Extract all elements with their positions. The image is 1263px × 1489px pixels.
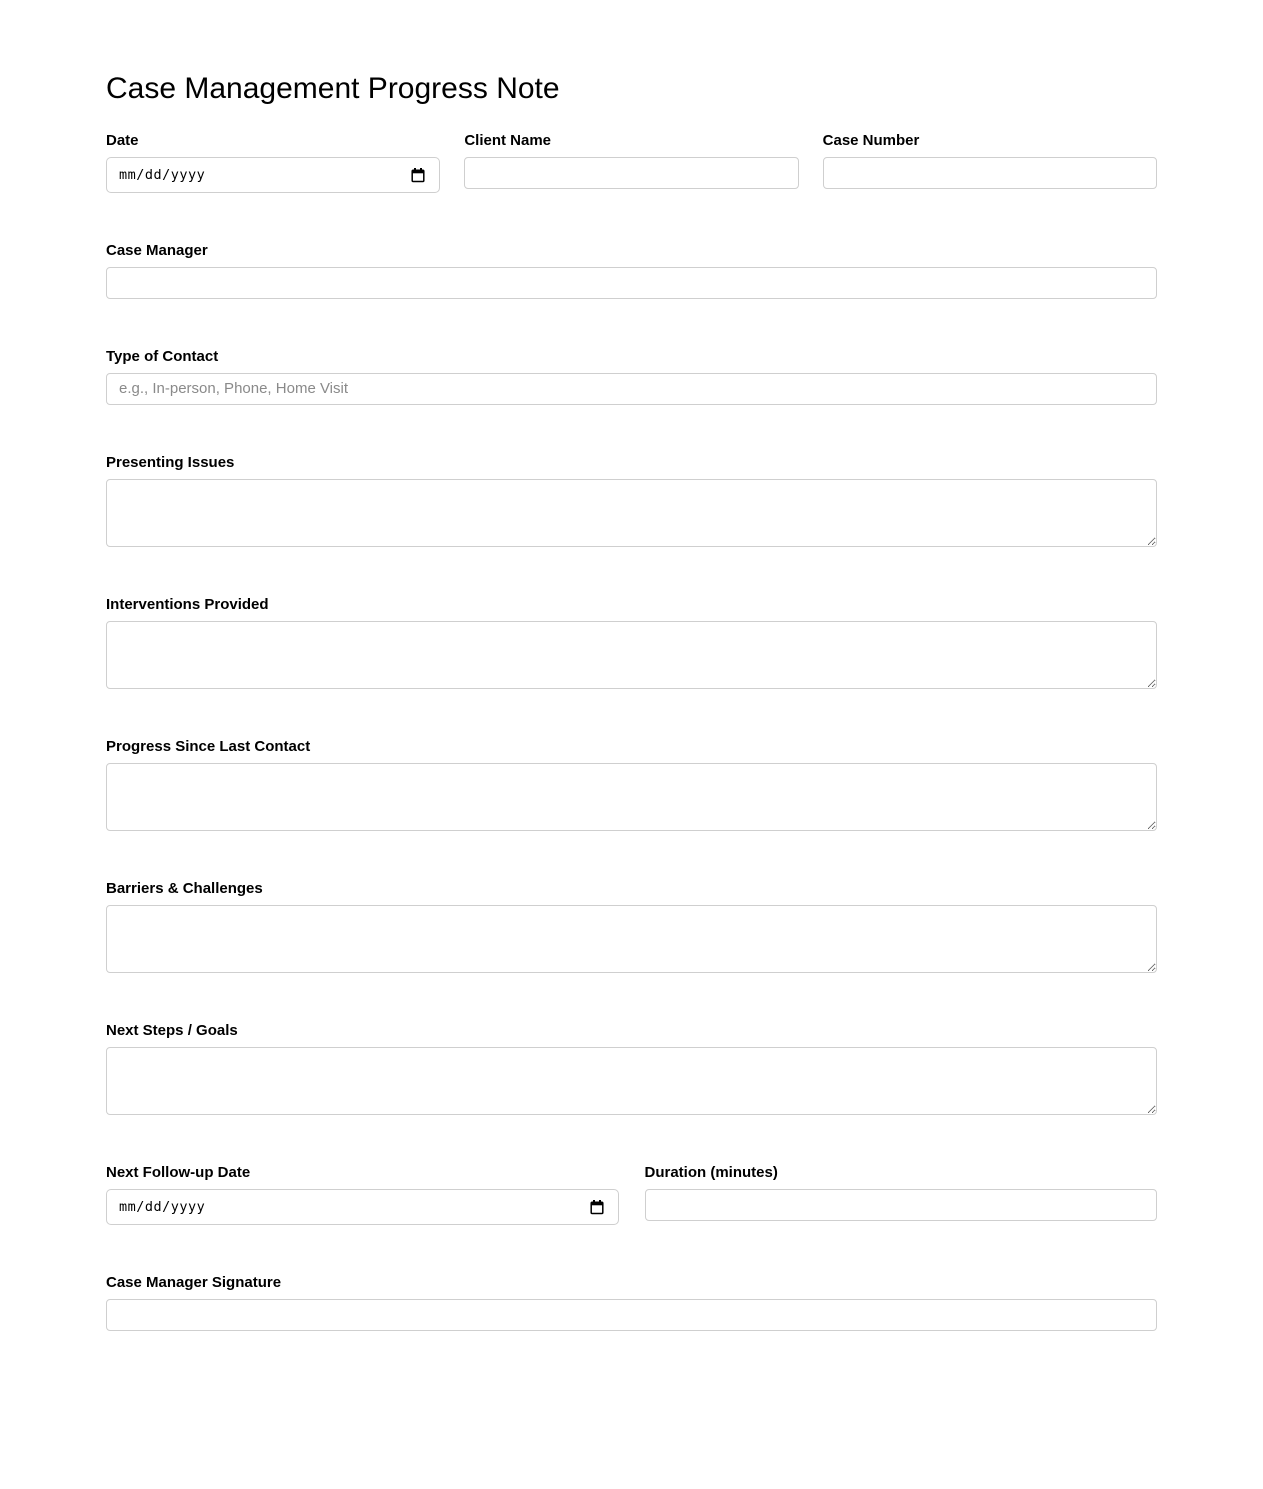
type-of-contact-label: Type of Contact [106, 347, 219, 365]
field-barriers-challenges [106, 879, 1157, 973]
field-next-steps-goals [106, 1021, 1157, 1115]
client-name-label: Client Name [464, 131, 552, 149]
next-steps-goals-label: Next Steps / Goals [106, 1021, 238, 1039]
interventions-provided-textarea[interactable] [106, 621, 1157, 689]
next-followup-date-placeholder: mm/dd/yyyy [119, 1198, 206, 1215]
field-presenting-issues [106, 453, 1157, 547]
case-number-label: Case Number [822, 131, 920, 149]
interventions-provided-label: Interventions Provided [106, 595, 269, 613]
date-label: Date [106, 131, 139, 149]
field-next-followup-date [106, 1163, 619, 1225]
field-case-manager [106, 241, 1157, 299]
field-progress-since-last-contact [106, 737, 1157, 831]
barriers-challenges-label: Barriers & Challenges [106, 879, 263, 897]
type-of-contact-input[interactable] [106, 373, 1157, 405]
row-date-client-case [106, 131, 1157, 193]
case-manager-input[interactable] [106, 267, 1157, 299]
next-steps-goals-textarea[interactable] [106, 1047, 1157, 1115]
case-manager-label: Case Manager [106, 241, 208, 259]
duration-minutes-input[interactable] [645, 1189, 1158, 1221]
next-followup-date-input[interactable] [106, 1189, 619, 1225]
row-followup-duration [106, 1163, 1157, 1225]
progress-since-last-contact-label: Progress Since Last Contact [106, 737, 311, 755]
client-name-input[interactable] [464, 157, 798, 189]
field-client-name [464, 131, 798, 193]
case-manager-signature-label: Case Manager Signature [106, 1273, 282, 1291]
presenting-issues-textarea[interactable] [106, 479, 1157, 547]
date-placeholder: mm/dd/yyyy [119, 166, 206, 183]
field-interventions-provided [106, 595, 1157, 689]
duration-minutes-label: Duration (minutes) [644, 1163, 778, 1181]
field-duration-minutes [645, 1163, 1158, 1225]
barriers-challenges-textarea[interactable] [106, 905, 1157, 973]
case-number-input[interactable] [823, 157, 1157, 189]
field-case-manager-signature [106, 1273, 1157, 1331]
presenting-issues-label: Presenting Issues [106, 453, 235, 471]
calendar-icon[interactable] [588, 1198, 606, 1216]
field-type-of-contact [106, 347, 1157, 405]
next-followup-date-label: Next Follow-up Date [106, 1163, 251, 1181]
field-case-number [823, 131, 1157, 193]
case-manager-signature-input[interactable] [106, 1299, 1157, 1331]
progress-since-last-contact-textarea[interactable] [106, 763, 1157, 831]
field-date [106, 131, 440, 193]
calendar-icon[interactable] [409, 166, 427, 184]
page-title: Case Management Progress Note [106, 72, 560, 105]
date-input[interactable] [106, 157, 440, 193]
